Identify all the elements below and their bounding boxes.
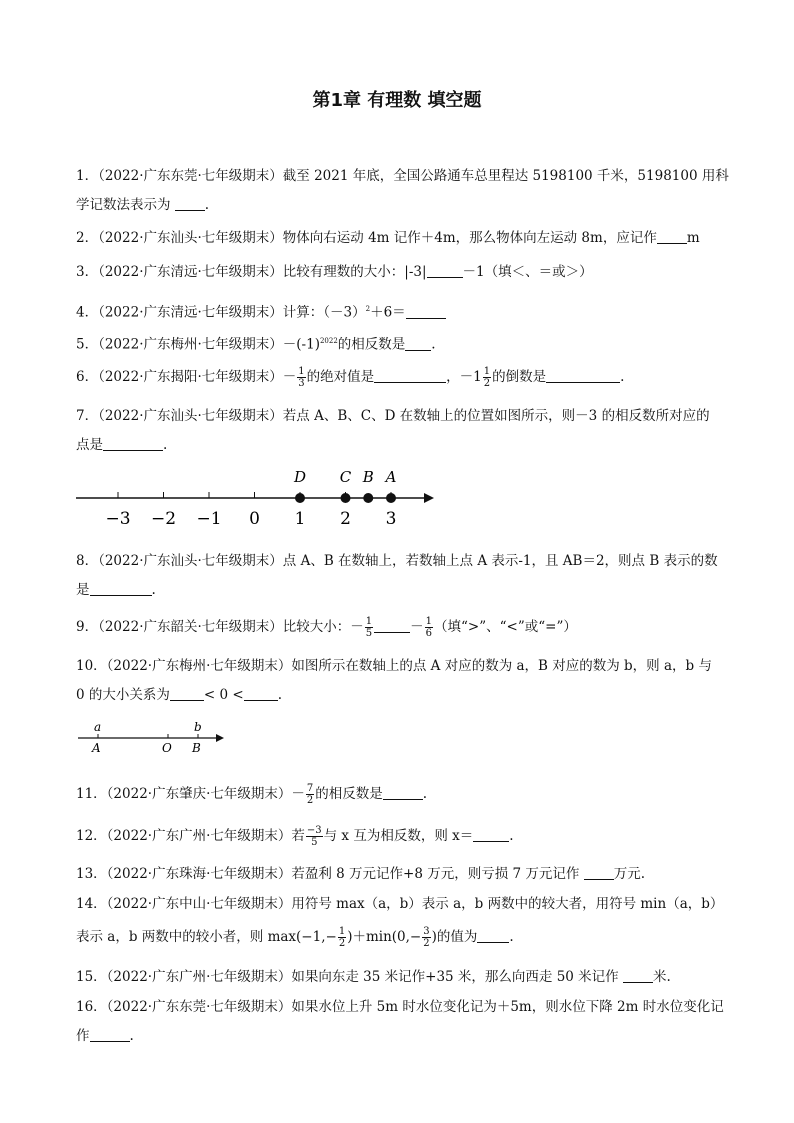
number-line-figure-7: [70, 462, 450, 532]
fraction: $\frac{1}{2}$: [338, 926, 346, 949]
answer-blank[interactable]: [244, 686, 278, 701]
question-8: 8．（2022·广东汕头·七年级期末）点 A、B 在数轴上，若数轴上点 A 表示-1，且 AB＝2，则点 B 表示的数 是 .: [76, 553, 718, 598]
fraction: $\frac{1}{3}$: [298, 366, 305, 389]
page-title: 第1章 有理数 填空题: [312, 90, 482, 111]
question-7: 7．（2022·广东汕头·七年级期末）若点 A、B、C、D 在数轴上的位置如图所示，则－3 的相反数所对应的 点是 .: [76, 408, 710, 453]
tick-label: 2: [340, 509, 351, 529]
answer-blank[interactable]: [473, 827, 509, 842]
question-12: 12．（2022·广东广州·七年级期末）若 $\frac{-3}{5}$ 与 x 互为相反数，则 x＝ .: [76, 825, 514, 848]
point-C: [341, 493, 351, 503]
tick-label: −2: [150, 509, 177, 529]
label-point-a: A: [92, 741, 101, 755]
answer-blank[interactable]: [623, 968, 653, 983]
label-b-value: b: [194, 720, 202, 734]
answer-blank[interactable]: [374, 618, 410, 633]
answer-blank[interactable]: [383, 785, 423, 800]
axis-arrow: [424, 493, 434, 503]
answer-blank[interactable]: [477, 928, 509, 943]
question-2: 2．（2022·广东汕头·七年级期末）物体向右运动 4m 记作＋4m，那么物体向左运动 8m，应记作 m: [76, 230, 700, 246]
tick-label: 3: [385, 509, 397, 529]
answer-blank[interactable]: [374, 368, 446, 383]
answer-blank[interactable]: [90, 581, 152, 596]
question-11: 11．（2022·广东肇庆·七年级期末）－ $\frac{7}{2}$ 的相反数是 .: [76, 783, 428, 806]
fraction: $\frac{1}{2}$: [483, 366, 491, 389]
question-13: 13．（2022·广东珠海·七年级期末）若盈利 8 万元记作+8 万元，则亏损 7 万元记作 万元.: [76, 866, 645, 882]
tick-label: −1: [196, 509, 222, 529]
fraction: $\frac{1}{5}$: [365, 616, 373, 639]
question-10: 10．（2022·广东梅州·七年级期末）如图所示在数轴上的点 A 对应的数为 a，B 对应的数为 b，则 a，b 与 0 的大小关系为 < 0 < .: [76, 658, 712, 703]
question-9: 9．（2022·广东韶关·七年级期末）比较大小：－ $\frac{1}{5}$ － $\frac{1}{6}$ （填“>”、“<”或“=”）: [76, 616, 577, 639]
answer-blank[interactable]: [90, 1027, 130, 1042]
label-point-b: B: [192, 741, 201, 755]
label-origin: O: [162, 741, 172, 755]
point-A: [386, 493, 396, 503]
fraction: $\frac{3}{2}$: [423, 926, 430, 949]
fraction: $\frac{-3}{5}$: [306, 825, 322, 848]
tick-label: 1: [294, 509, 306, 529]
answer-blank[interactable]: [170, 686, 204, 701]
label-a-value: a: [94, 720, 102, 734]
point-label-D: D: [293, 468, 307, 486]
tick-label: −3: [105, 509, 131, 529]
axis-arrow: [216, 734, 224, 742]
fraction: $\frac{1}{6}$: [425, 616, 433, 639]
answer-blank[interactable]: [405, 336, 431, 351]
question-15: 15．（2022·广东广州·七年级期末）如果向东走 35 米记作+35 米，那么向西走 50 米记作 米.: [76, 969, 671, 985]
answer-blank[interactable]: [657, 229, 687, 244]
point-label-C: C: [339, 468, 352, 486]
answer-blank[interactable]: [103, 436, 163, 451]
point-label-A: A: [385, 468, 397, 486]
tick-label: 0: [249, 509, 260, 529]
question-1: 1．（2022·广东东莞·七年级期末）截至 2021 年底，全国公路通车总里程达 5198100 千米，5198100 用科 学记数法表示为 .: [76, 168, 729, 213]
question-4: 4．（2022·广东清远·七年级期末）计算：$(-3)^2+6=$: [76, 295, 726, 328]
answer-blank[interactable]: [427, 263, 463, 278]
question-6: 6．（2022·广东揭阳·七年级期末）－ $\frac{1}{3}$ 的绝对值是 ，－1 $\frac{1}{2}$ 的倒数是 .: [76, 366, 625, 389]
answer-blank[interactable]: [175, 196, 205, 211]
question-14: 14．（2022·广东中山·七年级期末）用符号 max（a，b）表示 a，b 两数中的较大者，用符号 min（a，b） 表示 a，b 两数中的较小者，则 max(−1,− $\frac{1}{2}$ )＋min(0,− $\frac{3}{2}$ )的值为 .: [76, 896, 724, 949]
point-label-B: B: [362, 468, 374, 486]
fraction: $\frac{7}{2}$: [306, 783, 314, 806]
answer-blank[interactable]: [406, 304, 446, 319]
question-16: 16．（2022·广东东莞·七年级期末）如果水位上升 5m 时水位变化记为＋5m，则水位下降 2m 时水位变化记 作 .: [76, 999, 724, 1044]
question-5: 5．（2022·广东梅州·七年级期末）$-(-1)^{2022}$的相反数是 .: [76, 336, 436, 353]
answer-blank[interactable]: [584, 865, 614, 880]
point-B: [363, 493, 373, 503]
point-D: [295, 493, 305, 503]
question-3: 3．（2022·广东清远·七年级期末）比较有理数的大小：|-3| －1（填＜、＝或＞）: [76, 264, 593, 280]
answer-blank[interactable]: [546, 368, 620, 383]
number-line-figure-10: [74, 718, 234, 760]
